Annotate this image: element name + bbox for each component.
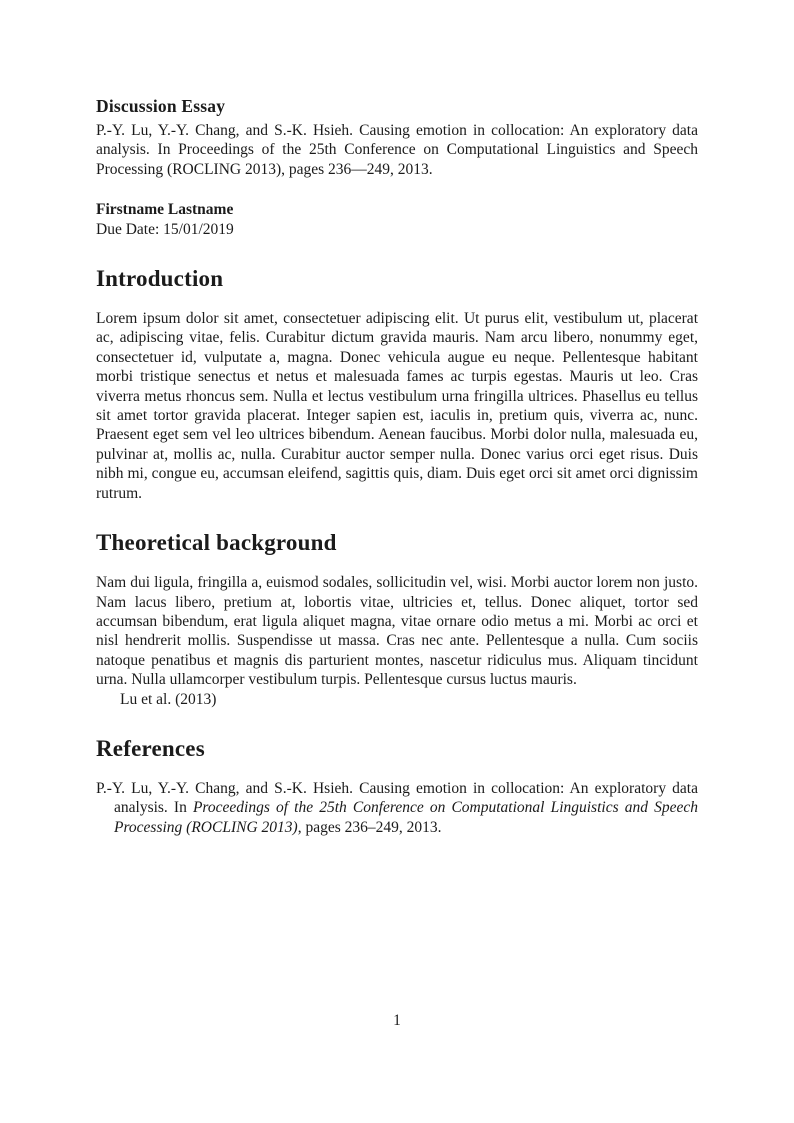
references-heading: References [96,735,205,761]
document-title: Discussion Essay [96,96,226,116]
introduction-heading: Introduction [96,266,224,292]
introduction-paragraph: Lorem ipsum dolor sit amet, consectetuer adipiscing elit. Ut purus elit, vestibulum ut, placerat ac, adipiscing vitae, felis. Curabitur dictum gravida mauris. Nam arcu libero, nonummy eget, consectetuer id, vulputate a, magna. Donec vehicula augue eu neque. Pellentesque habitant morbi tristique senectus et netus et malesuada fames ac turpis egestas. Mauris ut leo. Cras viverra metus rhoncus sem. Nulla et lectus vestibulum urna fringilla ultrices. Phasellus eu tellus sit amet tortor gravida placerat. Integer sapien est, iaculis in, pretium quis, viverra ac, nunc. Praesent eget sem vel leo ultrices bibendum. Aenean faucibus. Morbi dolor nulla, malesuada eu, pulvinar at, mollis ac, nulla. Curabitur auctor semper nulla. Donec varius orci eget risus. Duis nibh mi, congue eu, accumsan eleifend, sagittis quis, diam. Duis eget orci sit amet orci dignissim rutrum. [96,310,698,502]
author-name: Firstname Lastname [96,201,234,219]
section-theoretical-background [96,530,698,709]
reference-entry-proceedings-title: Proceedings of the 25th Conference on Computational Linguistics and Speech Processing (ROCLING 2013) [114,799,698,836]
section-introduction [96,266,698,503]
document-header [96,96,698,239]
reference-entry-text: P.-Y. Lu, Y.-Y. Chang, and S.-K. Hsieh. Causing emotion in collocation: An exploratory data analysis. In [96,779,698,817]
assignment-citation: P.-Y. Lu, Y.-Y. Chang, and S.-K. Hsieh. Causing emotion in collocation: An exploratory data analysis. In Proceedings of the 25th Conference on Computational Linguistics and Speech Processing (ROCLING 2013), pages 236—249, 2013. [96,122,698,178]
page-number: 1 [393,1012,401,1029]
reference-entry-pages: , pages 236–249, 2013. [297,818,442,836]
theoretical-background-heading: Theoretical background [96,530,337,556]
theoretical-background-paragraph: Nam dui ligula, fringilla a, euismod sodales, sollicitudin vel, wisi. Morbi auctor lorem non justo. Nam lacus libero, pretium at, lobortis vitae, ultricies et, tellus. Donec aliquet, tortor sed accumsan bibendum, erat ligula aliquet magna, vitae ornare odio metus a mi. Morbi ac orci et nisl hendrerit mollis. Suspendisse ut massa. Cras nec ante. Pellentesque a nulla. Cum sociis natoque penatibus et magnis dis parturient montes, nascetur ridiculus mus. Aliquam tincidunt urna. Nulla ullamcorper vestibulum turpis. Pellentesque cursus luctus mauris. [96,574,698,689]
due-date: Due Date: 15/01/2019 [96,220,234,238]
inline-citation: Lu et al. (2013) [120,690,217,708]
section-references [96,736,698,837]
reference-entry [96,779,698,837]
